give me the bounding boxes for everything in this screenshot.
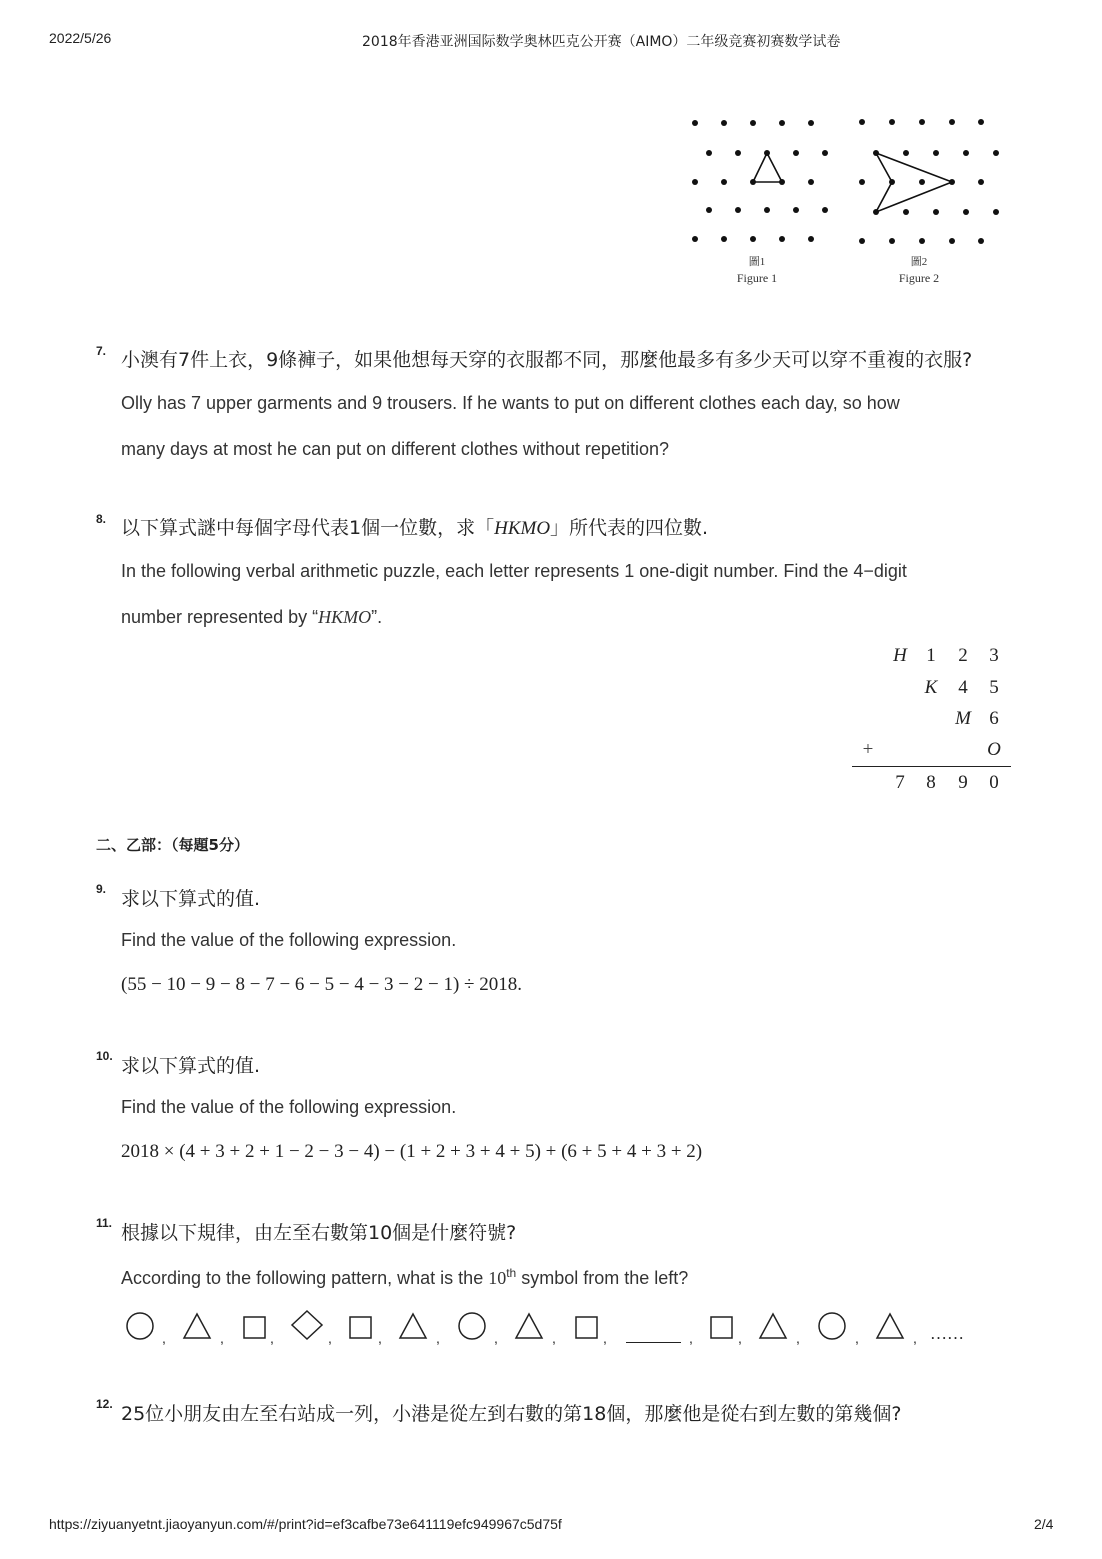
sequence-comma: , bbox=[689, 1330, 693, 1346]
puzzle-result-cell: 8 bbox=[926, 772, 936, 793]
circle-icon bbox=[456, 1310, 488, 1342]
sequence-comma: , bbox=[270, 1330, 274, 1346]
sequence-comma: , bbox=[738, 1330, 742, 1346]
question-9-expression: (55 − 10 − 9 − 8 − 7 − 6 − 5 − 4 − 3 − 2 − 1) ÷ 2018. bbox=[121, 974, 522, 995]
question-11-en-part-b: symbol from the left? bbox=[516, 1268, 689, 1288]
puzzle-result-cell: 0 bbox=[989, 772, 999, 793]
sequence-comma: , bbox=[436, 1330, 440, 1346]
diamond-icon bbox=[289, 1308, 325, 1342]
puzzle-sum-line bbox=[852, 766, 1011, 767]
sequence-comma: , bbox=[603, 1330, 607, 1346]
figure-2-caption-en: Figure 2 bbox=[898, 271, 940, 285]
question-10-en: Find the value of the following expression. bbox=[121, 1097, 457, 1117]
sequence-comma: , bbox=[552, 1330, 556, 1346]
question-11-ordinal-number: 10 bbox=[488, 1268, 507, 1288]
footer-url: https://ziyuanyetnt.jiaoyanyun.com/#/print?id=ef3cafbe73e641119efc949967c5d75f bbox=[49, 1516, 562, 1532]
question-8-en-part-a: number represented by “ bbox=[121, 607, 319, 627]
sequence-comma: , bbox=[220, 1330, 224, 1346]
question-12-number: 12. bbox=[96, 1397, 113, 1411]
triangle-icon bbox=[757, 1310, 789, 1342]
sequence-comma: , bbox=[913, 1330, 917, 1346]
question-8-number: 8. bbox=[96, 512, 107, 526]
sequence-comma: , bbox=[494, 1330, 498, 1346]
sequence-comma: , bbox=[162, 1330, 166, 1346]
figure-1-caption-zh: 圖1 bbox=[748, 256, 766, 268]
figure-1 bbox=[692, 120, 828, 242]
question-7-zh: 小澳有7件上衣，9條褲子，如果他想每天穿的衣服都不同，那麼他最多有多少天可以穿不重複的衣服? bbox=[121, 349, 973, 371]
question-11-zh: 根據以下規律，由左至右數第10個是什麼符號? bbox=[121, 1222, 517, 1244]
sequence-comma: , bbox=[328, 1330, 332, 1346]
circle-icon bbox=[124, 1310, 156, 1342]
square-icon bbox=[571, 1310, 603, 1342]
triangle-icon bbox=[874, 1310, 906, 1342]
puzzle-plus-sign: + bbox=[862, 739, 874, 760]
answer-blank bbox=[626, 1342, 681, 1343]
puzzle-cell: 6 bbox=[989, 708, 999, 729]
question-8-zh bbox=[121, 513, 708, 540]
document-title: 2018年香港亚洲国际数学奥林匹克公开赛（AIMO）二年级竞赛初赛数学试卷 bbox=[362, 34, 841, 50]
question-10-expression: 2018 × (4 + 3 + 2 + 1 − 2 − 3 − 4) − (1 + 2 + 3 + 4 + 5) + (6 + 5 + 4 + 3 + 2) bbox=[121, 1141, 703, 1162]
figure-2-caption-zh: 圖2 bbox=[910, 256, 928, 268]
question-8-en-line2 bbox=[121, 607, 382, 628]
sequence-comma: , bbox=[796, 1330, 800, 1346]
figure-1-caption-en: Figure 1 bbox=[736, 271, 778, 285]
question-8-en-part-b: ”. bbox=[371, 607, 383, 627]
puzzle-cell: 3 bbox=[989, 645, 999, 666]
question-11-en-part-a: According to the following pattern, what is the bbox=[121, 1268, 489, 1288]
puzzle-cell: O bbox=[987, 739, 1001, 760]
puzzle-cell: M bbox=[955, 708, 971, 729]
square-icon bbox=[239, 1310, 271, 1342]
triangle-icon bbox=[513, 1310, 545, 1342]
triangle-icon bbox=[181, 1310, 213, 1342]
question-8-en-variable: HKMO bbox=[318, 607, 372, 627]
question-11-ordinal-suffix: th bbox=[506, 1266, 517, 1280]
question-7-number: 7. bbox=[96, 344, 107, 358]
question-9-number: 9. bbox=[96, 882, 107, 896]
question-11-number: 11. bbox=[96, 1216, 113, 1230]
question-8-en-line1: In the following verbal arithmetic puzzle, each letter represents 1 one-digit number. Find the 4−digit bbox=[121, 561, 907, 581]
puzzle-result-cell: 7 bbox=[895, 772, 905, 793]
question-12-zh: 25位小朋友由左至右站成一列，小港是從左到右數的第18個，那麼他是從右到左數的第幾個? bbox=[121, 1403, 902, 1425]
question-9-en: Find the value of the following expression. bbox=[121, 930, 457, 950]
question-7-en-line2: many days at most he can put on different clothes without repetition? bbox=[121, 439, 669, 459]
puzzle-cell: 1 bbox=[926, 645, 936, 666]
question-11-en bbox=[121, 1266, 688, 1289]
page-number: 2/4 bbox=[1034, 1516, 1054, 1532]
question-8-zh-variable: HKMO bbox=[494, 518, 551, 539]
puzzle-cell: 4 bbox=[958, 677, 968, 698]
sequence-ellipsis: …… bbox=[930, 1324, 964, 1343]
square-icon bbox=[345, 1310, 377, 1342]
puzzle-cell: K bbox=[924, 677, 938, 698]
figure-2 bbox=[859, 119, 999, 244]
puzzle-cell: 2 bbox=[958, 645, 968, 666]
question-10-number: 10. bbox=[96, 1049, 113, 1063]
puzzle-result-cell: 9 bbox=[958, 772, 968, 793]
sequence-comma: , bbox=[378, 1330, 382, 1346]
question-8-zh-part-b: 」所代表的四位數. bbox=[550, 517, 709, 539]
question-10-zh: 求以下算式的值. bbox=[121, 1055, 261, 1077]
print-date: 2022/5/26 bbox=[49, 30, 112, 46]
puzzle-cell: H bbox=[893, 645, 907, 666]
puzzle-cell: 5 bbox=[989, 677, 999, 698]
triangle-icon bbox=[397, 1310, 429, 1342]
section-b-heading: 二、乙部：（每題5分） bbox=[96, 836, 249, 854]
question-9-zh: 求以下算式的值. bbox=[121, 888, 261, 910]
sequence-comma: , bbox=[855, 1330, 859, 1346]
question-8-zh-part-a: 以下算式謎中每個字母代表1個一位數，求「 bbox=[121, 517, 495, 539]
circle-icon bbox=[816, 1310, 848, 1342]
square-icon bbox=[706, 1310, 738, 1342]
dot-grid-figures bbox=[680, 108, 1020, 293]
question-7-en-line1: Olly has 7 upper garments and 9 trousers. If he wants to put on different clothes each day, so how bbox=[121, 393, 900, 413]
